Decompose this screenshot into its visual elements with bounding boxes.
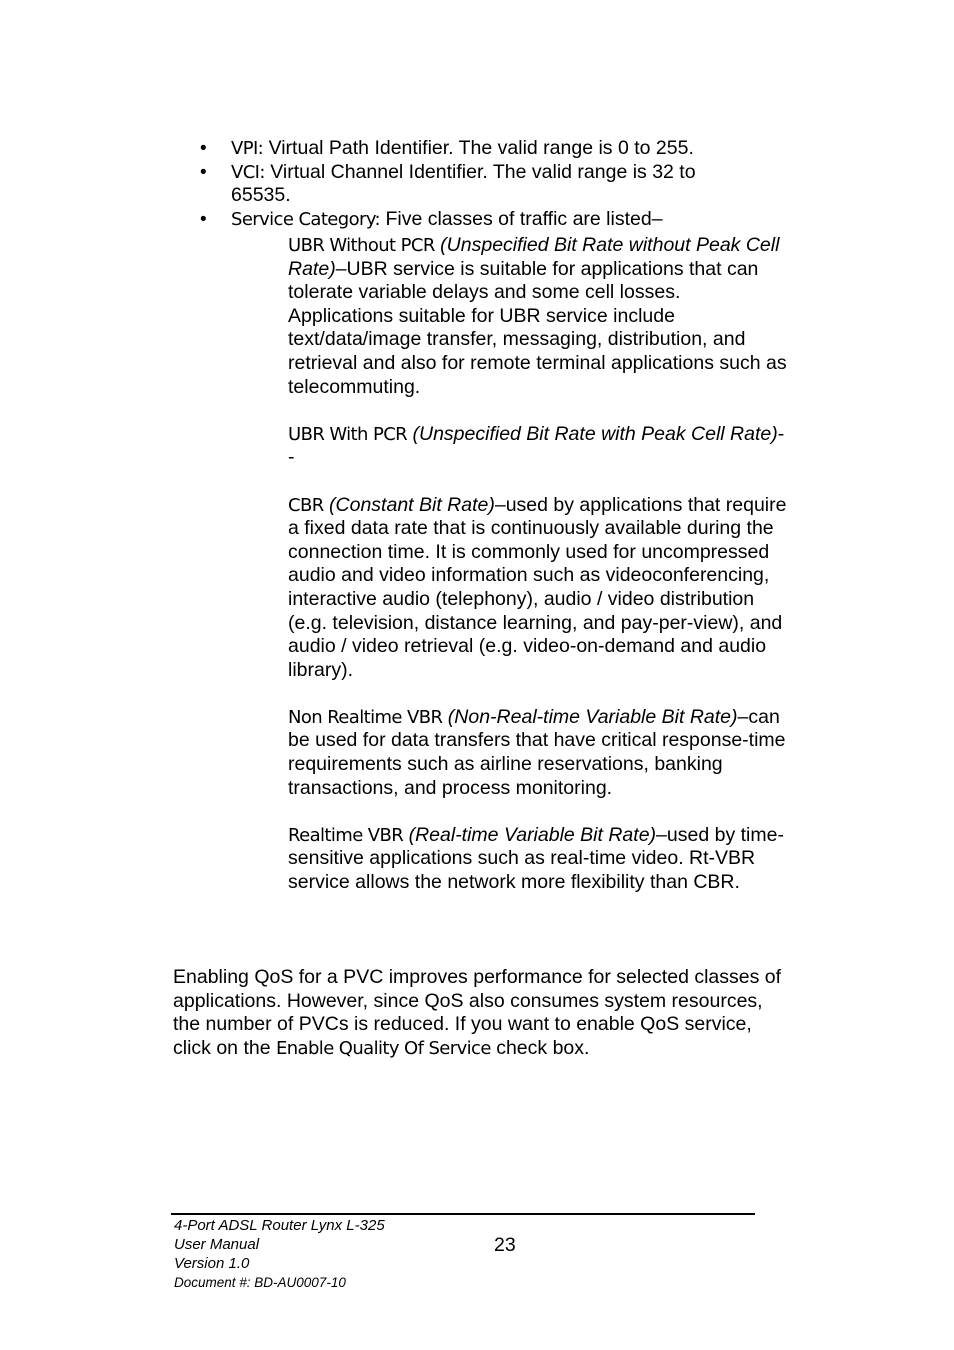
parameter-list [200, 137, 760, 231]
qos-paragraph [173, 966, 788, 1060]
category-expansion: (Non-Real-time Variable Bit Rate) [442, 705, 738, 728]
bullet-term: VPI: [231, 138, 264, 159]
category-non-realtime-vbr [288, 706, 788, 800]
enable-qos-term: Enable Quality Of Service [275, 1037, 491, 1059]
category-realtime-vbr [288, 824, 788, 895]
bullet-service-category [200, 208, 760, 232]
category-name: UBR Without PCR [288, 235, 435, 256]
category-description: –used by applications that require a fixed data rate that is continuously available during the connection time. It is commonly used for uncompressed audio and video information such as videoconferencing, interactive audio (telephony), audio / video distribution (e.g. television, distance learning, and pay-per-view), and audio / video retrieval (e.g. video-on-demand and audio library). [288, 493, 787, 681]
bullet-text: Five classes of traffic are listed– [380, 207, 663, 230]
bullet-term: VCI: [231, 161, 265, 183]
category-description: –can be used for data transfers that have critical response-time requirements such as airline reservations, banking transactions, and process monitoring. [288, 705, 786, 799]
paragraph-text: Enabling QoS for a PVC improves performance for selected classes of applications. However, since QoS also consumes system resources, the number of PVCs is reduced. If you want to enable QoS service, click on the [173, 966, 782, 1059]
service-category-list [288, 234, 788, 918]
category-name: UBR With PCR [288, 423, 408, 445]
category-name: Realtime VBR [288, 824, 404, 846]
footer-document-number: Document #: BD-AU0007-10 [174, 1275, 346, 1290]
category-expansion: (Real-time Variable Bit Rate) [403, 823, 657, 846]
page-number: 23 [494, 1234, 516, 1256]
footer-product: 4-Port ADSL Router Lynx L-325 [174, 1217, 385, 1234]
category-ubr-with-pcr [288, 423, 788, 470]
bullet-vci [200, 161, 760, 208]
category-description: –used by time-sensitive applications such as real-time video. Rt-VBR service allows the network more flexibility than CBR. [288, 823, 784, 894]
bullet-vpi [200, 137, 760, 161]
footer-divider [171, 1213, 755, 1215]
category-ubr-without-pcr [288, 234, 788, 399]
bullet-term: Service Category: [231, 208, 381, 230]
bullet-marker: • [200, 138, 207, 159]
category-expansion: (Unspecified Bit Rate with Peak Cell Rate) [407, 422, 778, 445]
category-name: CBR [288, 494, 324, 516]
category-cbr [288, 494, 788, 683]
category-description: –UBR service is suitable for applications that can tolerate variable delays and some cell losses. Applications suitable for UBR service include text/data/image transfer, messaging, distribution, and retrieval and also for remote terminal applications such as telecommuting. [288, 257, 787, 398]
bullet-marker: • [200, 208, 207, 230]
footer-info [174, 1216, 385, 1292]
category-expansion: (Constant Bit Rate) [323, 493, 495, 516]
paragraph-text: check box. [490, 1036, 590, 1059]
bullet-marker: • [200, 161, 207, 183]
category-description: -- [288, 422, 785, 469]
footer-manual: User Manual [174, 1236, 260, 1253]
footer-version: Version 1.0 [174, 1255, 250, 1272]
category-name: Non Realtime VBR [288, 706, 443, 728]
bullet-text: Virtual Path Identifier. The valid range is 0 to 255. [263, 137, 694, 159]
bullet-text: Virtual Channel Identifier. The valid range is 32 to 65535. [231, 160, 696, 207]
category-expansion: (Unspecified Bit Rate without Peak Cell Rate) [288, 234, 780, 280]
